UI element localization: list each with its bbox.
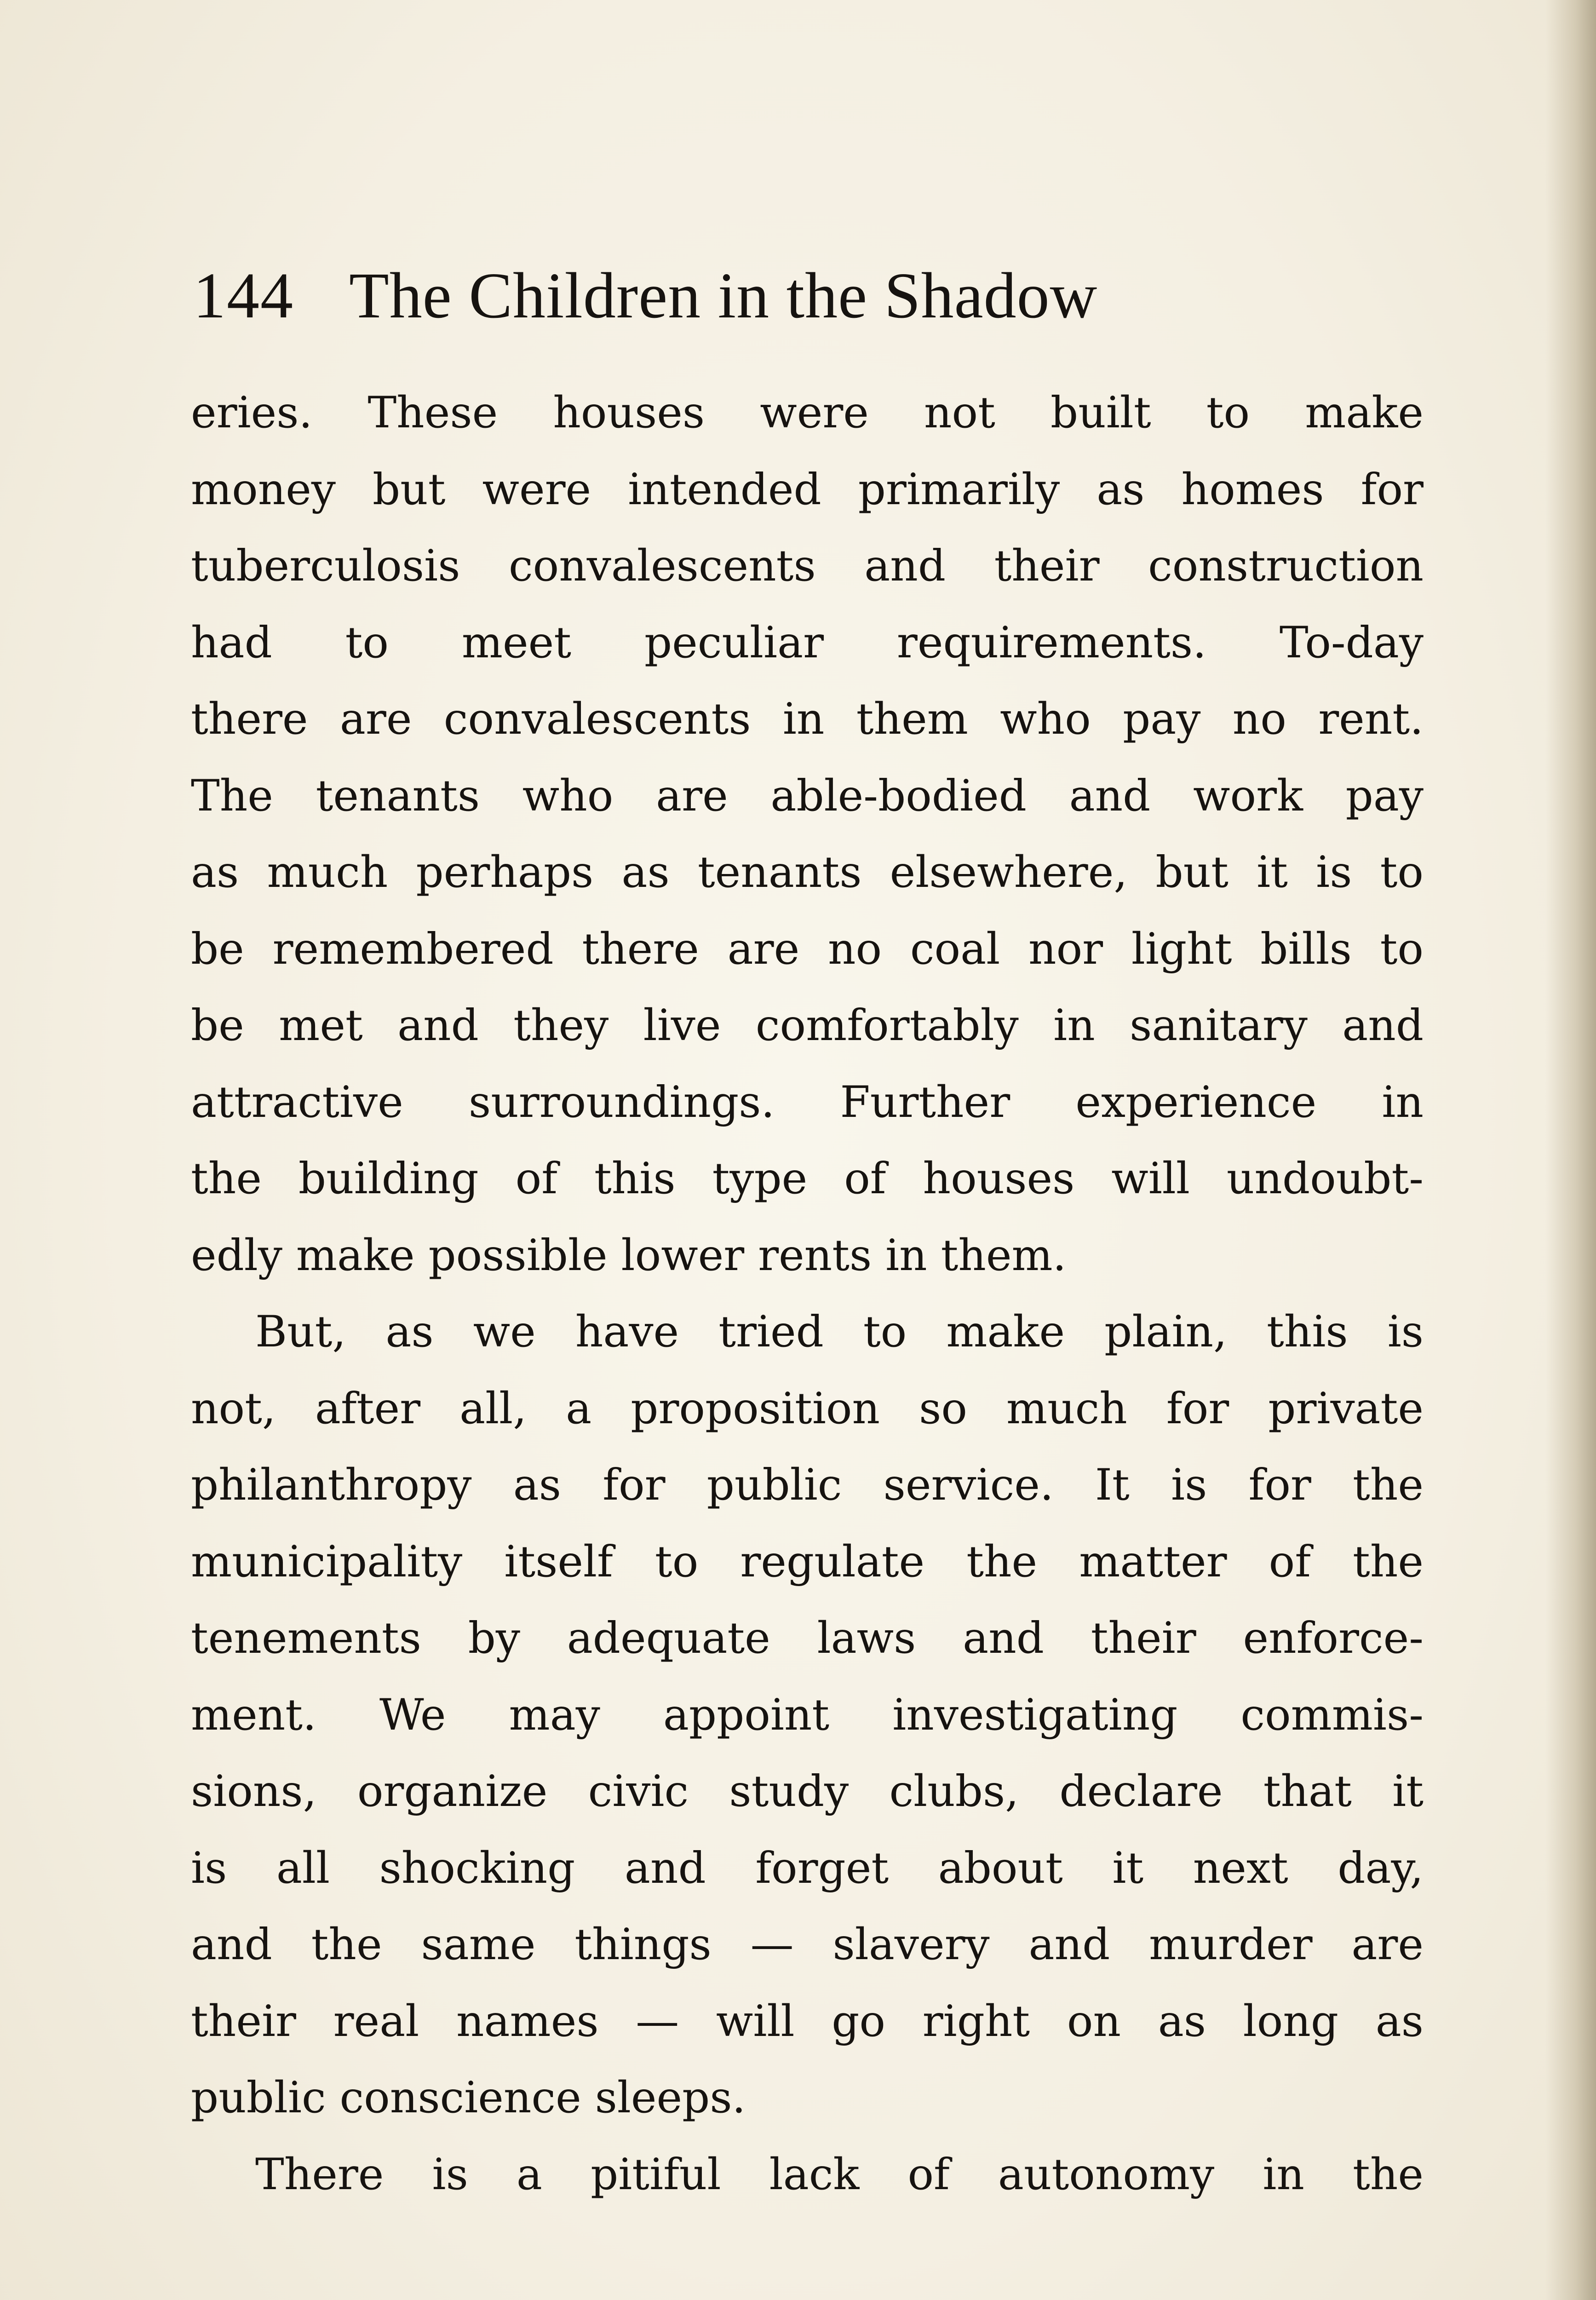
page-number: 144 — [193, 259, 294, 332]
text-line: and the same things — slavery and murder are — [191, 1920, 1424, 1970]
text-line: the building of this type of houses will undoubt- — [191, 1154, 1424, 1204]
text-line: there are convalescents in them who pay no rent. — [191, 694, 1424, 744]
text-line: be met and they live comfortably in sanitary and — [191, 1000, 1424, 1051]
text-line: eries. These houses were not built to make — [191, 388, 1424, 438]
text-line: their real names — will go right on as long as — [191, 1996, 1424, 2047]
text-line: is all shocking and forget about it next day, — [191, 1843, 1424, 1893]
text-line: money but were intended primarily as homes for — [191, 464, 1424, 515]
paragraph-end-line: public conscience sleeps. — [191, 2073, 746, 2123]
text-line: ment. We may appoint investigating commis- — [191, 1690, 1424, 1740]
text-line: sions, organize civic study clubs, declare that it — [191, 1766, 1424, 1817]
text-line: as much perhaps as tenants elsewhere, but it is to — [191, 847, 1424, 897]
page-header — [193, 258, 1435, 350]
body-text — [191, 375, 1424, 2213]
paragraph-start-line: But, as we have tried to make plain, this is — [255, 1307, 1424, 1357]
text-line: not, after all, a proposition so much for private — [191, 1383, 1424, 1434]
text-line: had to meet peculiar requirements. To-day — [191, 617, 1424, 668]
text-line: attractive surroundings. Further experience in — [191, 1077, 1424, 1127]
text-line: tenements by adequate laws and their enforce- — [191, 1613, 1424, 1663]
text-line: be remembered there are no coal nor light bills to — [191, 924, 1424, 974]
text-line: The tenants who are able-bodied and work pay — [191, 770, 1424, 821]
text-line: municipality itself to regulate the matter of the — [191, 1536, 1424, 1587]
running-title: The Children in the Shadow — [349, 259, 1098, 332]
text-line: tuberculosis convalescents and their construction — [191, 541, 1424, 591]
text-line: philanthropy as for public service. It is for the — [191, 1460, 1424, 1510]
page-edge-shadow — [1545, 0, 1596, 2300]
paragraph-end-line: edly make possible lower rents in them. — [191, 1230, 1067, 1281]
paragraph-start-line: There is a pitiful lack of autonomy in the — [255, 2149, 1424, 2200]
